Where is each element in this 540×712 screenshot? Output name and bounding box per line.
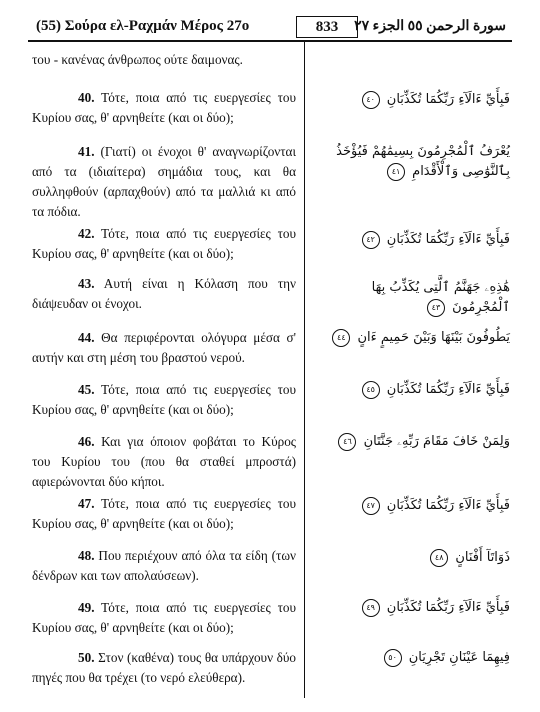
verse-end-marker-icon: ٤٦ xyxy=(338,433,356,451)
arabic-verse-49 xyxy=(312,598,510,618)
verse-text: Που περιέχουν από όλα τα είδη (των δένδρων και των απολαύσεων). xyxy=(32,548,296,583)
column-divider xyxy=(304,42,305,698)
verse-end-marker-icon: ٤٣ xyxy=(427,299,445,317)
arabic-verse-46 xyxy=(312,432,510,452)
verse-number: 43. xyxy=(78,276,95,291)
verse-end-marker-icon: ٤٧ xyxy=(362,497,380,515)
verse-text: Στον (καθένα) τους θα υπάρχουν δύο πηγές που θα τρέχει (το νερό ελεύθερα). xyxy=(32,650,296,685)
verse-number: 42. xyxy=(78,226,95,241)
arabic-verse-text: ذَوَاتَآ أَفْنَانٍ xyxy=(455,550,510,565)
arabic-verse-47 xyxy=(312,496,510,516)
verse-end-marker-icon: ٤٩ xyxy=(362,599,380,617)
verse-47 xyxy=(32,494,296,534)
verse-number: 50. xyxy=(78,650,95,665)
verse-text: Τότε, ποια από τις ευεργεσίες του Κυρίου σας, θ' αρνηθείτε (και οι δύο); xyxy=(32,90,296,125)
verse-number: 44. xyxy=(78,330,95,345)
verse-number: 40. xyxy=(78,90,95,105)
arabic-verse-43 xyxy=(312,278,510,318)
arabic-verse-42 xyxy=(312,230,510,250)
header-surah-title-greek: (55) Σούρα ελ-Ραχμάν Μέρος 27ο xyxy=(36,18,250,34)
verse-number: 48. xyxy=(78,548,95,563)
verse-41 xyxy=(32,142,296,222)
arabic-verse-41 xyxy=(312,142,510,182)
arabic-verse-text: فَبِأَيِّ ءَالَآءِ رَبِّكُمَا تُكَذِّبَانِ xyxy=(386,232,510,247)
verse-42 xyxy=(32,224,296,264)
verse-end-marker-icon: ٤٢ xyxy=(362,231,380,249)
arabic-verse-text: يَطُوفُونَ بَيْنَهَا وَبَيْنَ حَمِيمٍ ءَانٍ xyxy=(357,330,510,345)
arabic-verse-text: فَبِأَيِّ ءَالَآءِ رَبِّكُمَا تُكَذِّبَانِ xyxy=(386,92,510,107)
verse-text: του - κανένας άνθρωπος ούτε δαιμονας. xyxy=(32,52,243,67)
header-divider xyxy=(28,40,512,42)
verse-number: 46. xyxy=(78,434,95,449)
arabic-verse-text: هَٰذِهِۦ جَهَنَّمُ ٱلَّتِى يُكَذِّبُ بِهَا ٱلْمُجْرِمُونَ xyxy=(371,280,510,315)
arabic-verse-text: فَبِأَيِّ ءَالَآءِ رَبِّكُمَا تُكَذِّبَانِ xyxy=(386,498,510,513)
arabic-verse-text: فِيهِمَا عَيْنَانِ تَجْرِيَانِ xyxy=(408,650,510,665)
verse-end-marker-icon: ٥٠ xyxy=(384,649,402,667)
verse-end-marker-icon: ٤١ xyxy=(387,163,405,181)
verse-49 xyxy=(32,598,296,638)
verse-text: Και για όποιον φοβάται το Κύρος του Κυρίου του (που θα σταθεί μπροστά) αφιερώνονται δύο κήποι. xyxy=(32,434,297,489)
verse-end-marker-icon: ٤٤ xyxy=(332,329,350,347)
verse-text: Θα περιφέρονται ολόγυρα μέσα σ' αυτήν και στη μέση του βραστού νερού. xyxy=(32,330,297,365)
verse-text: Τότε, ποια από τις ευεργεσίες του Κυρίου σας, θ' αρνηθείτε (και οι δύο); xyxy=(32,600,296,635)
verse-40 xyxy=(32,88,296,128)
verse-text: Αυτή είναι η Κόλαση που την διάψευδαν οι ένοχοι. xyxy=(32,276,296,311)
verse-number: 49. xyxy=(78,600,95,615)
verse-text: Τότε, ποια από τις ευεργεσίες του Κυρίου σας, θ' αρνηθείτε (και οι δύο); xyxy=(32,496,296,531)
verse-end-marker-icon: ٤٨ xyxy=(430,549,448,567)
verse-44 xyxy=(32,328,296,368)
page-header xyxy=(28,14,512,40)
arabic-verse-48 xyxy=(312,548,510,568)
arabic-verse-text: فَبِأَيِّ ءَالَآءِ رَبِّكُمَا تُكَذِّبَانِ xyxy=(386,600,510,615)
page-number: 833 xyxy=(296,16,358,38)
verse-continuation xyxy=(32,50,296,70)
header-surah-title-arabic: سورة الرحمن ٥٥ الجزء ٢٧ xyxy=(354,19,506,34)
arabic-verse-44 xyxy=(312,328,510,348)
verse-end-marker-icon: ٤٠ xyxy=(362,91,380,109)
verse-number: 47. xyxy=(78,496,95,511)
verse-43 xyxy=(32,274,296,314)
verse-number: 45. xyxy=(78,382,95,397)
verse-number: 41. xyxy=(78,144,95,159)
arabic-verse-text: يُعْرَفُ ٱلْمُجْرِمُونَ بِسِيمَٰهُمْ فَيُؤْخَذُ بِٱلنَّوَٰصِى وَٱلْأَقْدَامِ xyxy=(336,144,510,179)
arabic-verse-45 xyxy=(312,380,510,400)
verse-text: (Γιατί) οι ένοχοι θ' αναγνωρίζονται από τα (ιδιαίτερα) σημάδια τους, και θα συλληφθούν (αρπαχθούν) από τα μαλλιά κι από τα πόδια. xyxy=(32,144,297,219)
arabic-verse-text: فَبِأَيِّ ءَالَآءِ رَبِّكُمَا تُكَذِّبَانِ xyxy=(386,382,510,397)
verse-46 xyxy=(32,432,296,492)
verse-text: Τότε, ποια από τις ευεργεσίες του Κυρίου σας, θ' αρνηθείτε (και οι δύο); xyxy=(32,382,296,417)
arabic-verse-text: وَلِمَنْ خَافَ مَقَامَ رَبِّهِۦ جَنَّتَانِ xyxy=(363,434,510,449)
arabic-verse-40 xyxy=(312,90,510,110)
verse-end-marker-icon: ٤٥ xyxy=(362,381,380,399)
verse-45 xyxy=(32,380,296,420)
arabic-verse-50 xyxy=(312,648,510,668)
verse-50 xyxy=(32,648,296,688)
verse-text: Τότε, ποια από τις ευεργεσίες του Κυρίου σας, θ' αρνηθείτε (και οι δύο); xyxy=(32,226,296,261)
verse-48 xyxy=(32,546,296,586)
